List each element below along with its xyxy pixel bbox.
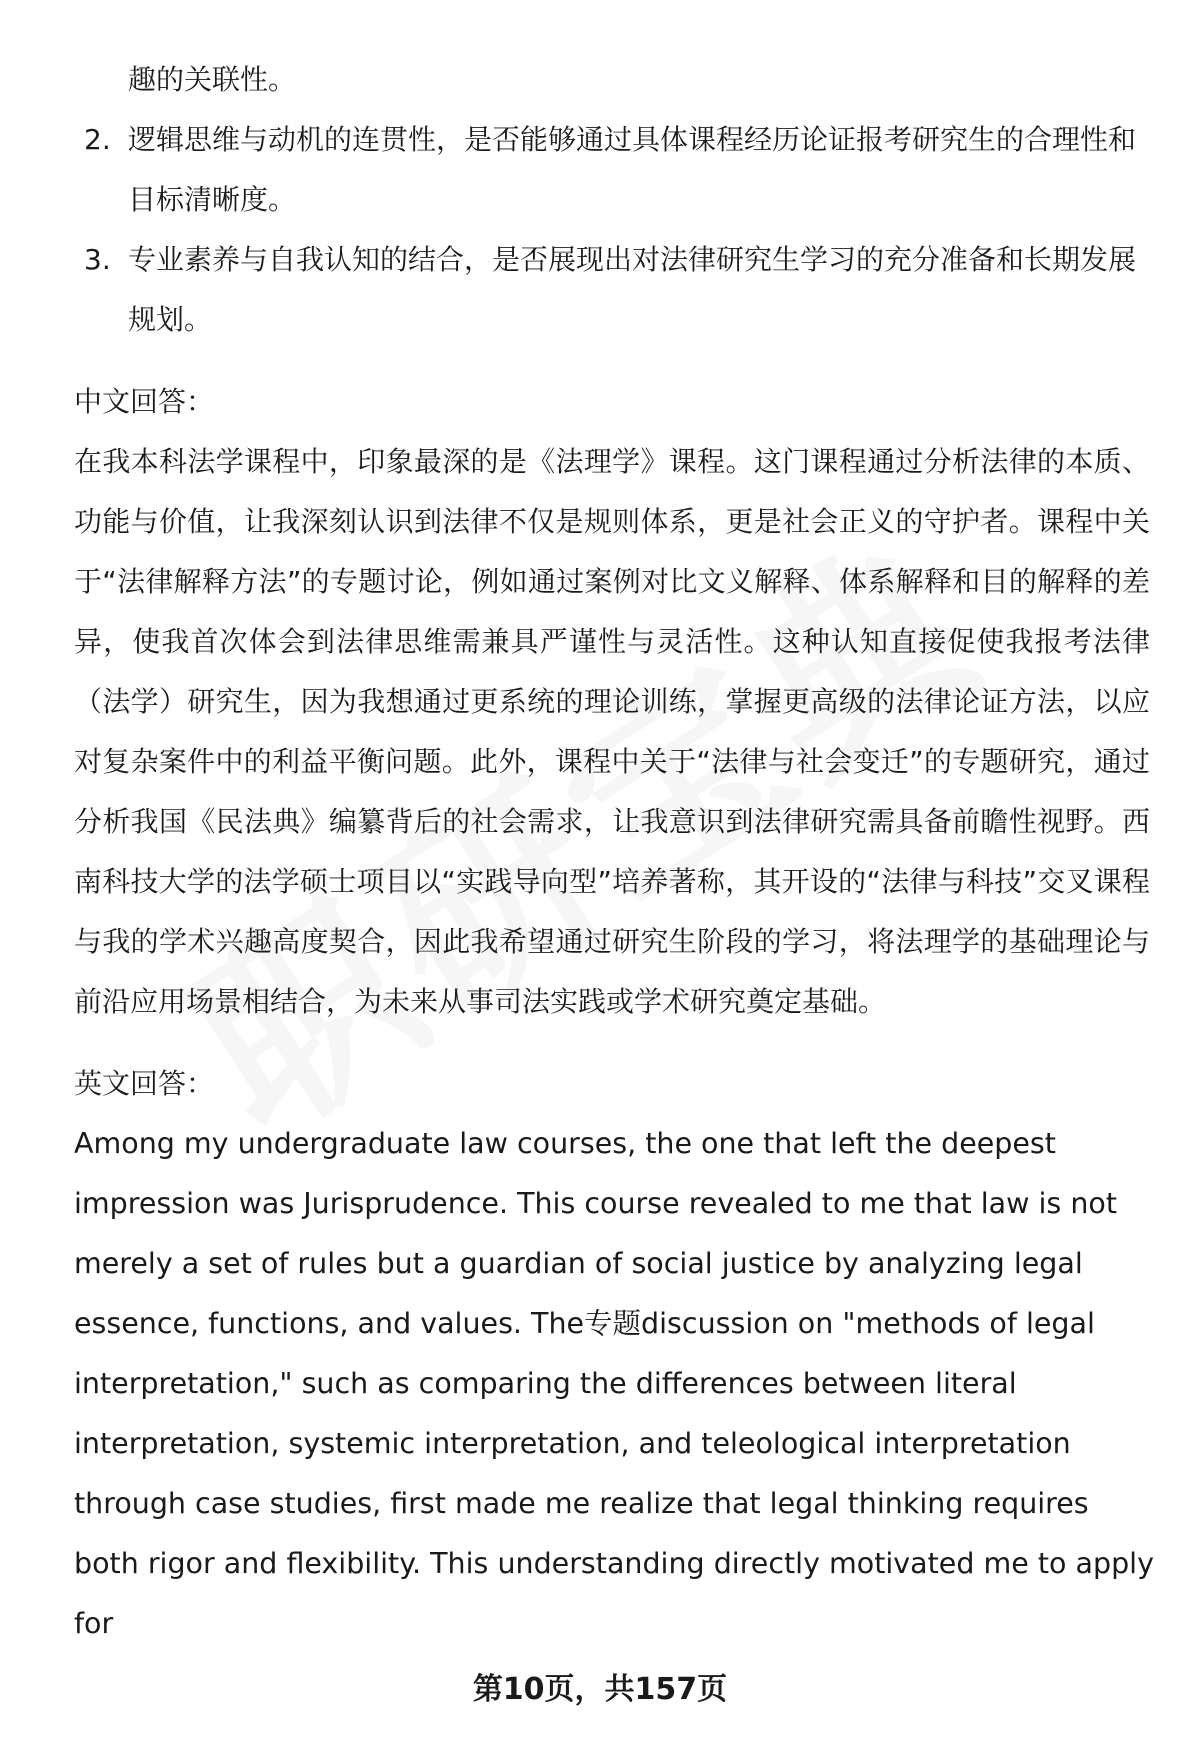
page-content — [74, 50, 1154, 1654]
english-answer-heading: 英文回答： — [74, 1067, 215, 1100]
page-indicator: 第10页，共157页 — [472, 1672, 728, 1707]
chinese-answer-text: 在我本科法学课程中，印象最深的是《法理学》课程。这门课程通过分析法律的本质、功能与价值，让我深刻认识到法律不仅是规则体系，更是社会正义的守护者。课程中关于“法律解释方法”的专题讨论，例如通过案例对比文义解释、体系解释和目的解释的差异，使我首次体会到法律思维需兼具严谨性与灵活性。这种认知直接促使我报考法律（法学）研究生，因为我想通过更系统的理论训练，掌握更高级的法律论证方法，以应对复杂案件中的利益平衡问题。此外，课程中关于“法律与社会变迁”的专题研究，通过分析我国《民法典》编纂背后的社会需求，让我意识到法律研究需具备前瞻性视野。西南科技大学的法学硕士项目以“实践导向型”培养著称，其开设的“法律与科技”交叉课程与我的学术兴趣高度契合，因此我希望通过研究生阶段的学习，将法理学的基础理论与前沿应用场景相结合，为未来从事司法实践或学术研究奠定基础。 — [74, 445, 1150, 1018]
list-number: 2. — [84, 123, 111, 156]
page-footer — [0, 1670, 1200, 1710]
list-item-text: 逻辑思维与动机的连贯性，是否能够通过具体课程经历论证报考研究生的合理性和目标清晰度。 — [128, 123, 1137, 216]
chinese-answer-heading: 中文回答： — [74, 385, 215, 418]
list-item-text: 专业素养与自我认知的结合，是否展现出对法律研究生学习的充分准备和长期发展规划。 — [128, 243, 1137, 336]
criteria-item — [74, 110, 1150, 230]
criteria-list — [74, 110, 1150, 350]
list-item-continuation: 趣的关联性。 — [128, 63, 297, 96]
list-number: 3. — [84, 243, 111, 276]
criteria-item — [74, 230, 1150, 350]
english-answer-text: Among my undergraduate law courses, the one that left the deepest impression was Jurisprudence. This course revealed to me that law is not merely a set of rules but a guardian of social justice by analyzing legal essence, functions, and values. The专题discussion on "methods of legal interpretation," such as comparing the differences between literal interpretation, systemic interpretation, and teleological interpretation through case studies, first made me realize that legal thinking requires both rigor and flexibility. This understanding directly motivated me to apply for — [74, 1127, 1154, 1640]
